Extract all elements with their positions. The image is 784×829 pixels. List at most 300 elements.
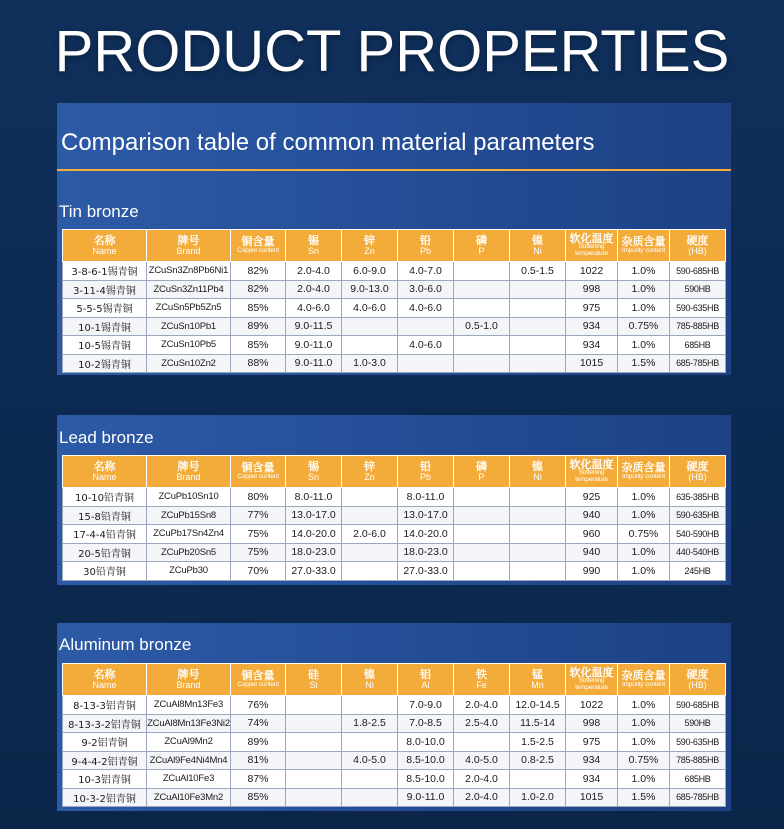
table-row xyxy=(63,354,726,373)
table-cell: 8.0-10.0 xyxy=(398,733,454,752)
table-cell: 9-2铝青铜 xyxy=(63,733,147,752)
table-cell: 1.0% xyxy=(618,543,670,562)
table-cell: ZCuPb15Sn8 xyxy=(147,506,231,525)
column-header xyxy=(286,456,342,488)
table-cell xyxy=(454,525,510,544)
table-cell: 10-3铝青铜 xyxy=(63,770,147,789)
column-header-zh: 铅 xyxy=(420,234,431,247)
column-header xyxy=(147,456,231,488)
table-cell: 8-13-3铝青铜 xyxy=(63,696,147,715)
table-cell xyxy=(342,317,398,336)
table-cell: 1.0-2.0 xyxy=(510,788,566,807)
table-cell: ZCuAl10Fe3 xyxy=(147,770,231,789)
table-cell: 14.0-20.0 xyxy=(398,525,454,544)
column-header xyxy=(63,664,147,696)
properties-table xyxy=(62,455,726,581)
column-header-en: Mn xyxy=(531,679,544,690)
column-header-zh: 牌号 xyxy=(177,460,200,473)
table-cell: 82% xyxy=(231,280,286,299)
column-header-zh: 铜含量 xyxy=(241,669,275,683)
column-header xyxy=(147,664,231,696)
table-cell: 13.0-17.0 xyxy=(286,506,342,525)
column-header-zh: 锰 xyxy=(532,668,543,681)
column-header-en: Brand xyxy=(176,245,201,256)
table-cell xyxy=(286,788,342,807)
column-header-zh: 磷 xyxy=(476,460,487,473)
table-cell: 10-3-2铝青铜 xyxy=(63,788,147,807)
table-cell: ZCuAl8Mn13Fe3 xyxy=(147,696,231,715)
table-cell: ZCuAl10Fe3Mn2 xyxy=(147,788,231,807)
column-header xyxy=(398,664,454,696)
table-cell: 10-2锡青铜 xyxy=(63,354,147,373)
table-cell: 85% xyxy=(231,299,286,318)
table-cell: 590-635HB xyxy=(670,506,726,525)
table-cell: 10-1锡青铜 xyxy=(63,317,147,336)
column-header-en: Impurity content xyxy=(621,472,666,480)
table-cell xyxy=(510,280,566,299)
table-cell xyxy=(342,336,398,355)
column-header xyxy=(618,664,670,696)
table-cell xyxy=(286,751,342,770)
table-cell: 590HB xyxy=(670,280,726,299)
table-cell: 1.0% xyxy=(618,733,670,752)
table-cell: 685HB xyxy=(670,336,726,355)
column-header xyxy=(618,456,670,488)
table-cell: 88% xyxy=(231,354,286,373)
column-header-en: Softening temperature xyxy=(575,469,608,484)
table-cell: 2.5-4.0 xyxy=(454,714,510,733)
table-cell xyxy=(454,262,510,281)
table-row xyxy=(63,262,726,281)
table-cell xyxy=(510,336,566,355)
table-cell xyxy=(510,506,566,525)
table-cell: 0.75% xyxy=(618,525,670,544)
table-cell: 1022 xyxy=(566,262,618,281)
column-header-en: Al xyxy=(421,679,430,690)
column-header-zh: 名称 xyxy=(93,460,116,473)
table-cell: 990 xyxy=(566,562,618,581)
table-cell: 18.0-23.0 xyxy=(286,543,342,562)
table-cell: 4.0-7.0 xyxy=(398,262,454,281)
table-row xyxy=(63,317,726,336)
column-header-zh: 牌号 xyxy=(177,668,200,681)
table-cell xyxy=(342,788,398,807)
column-header xyxy=(670,456,726,488)
table-cell: 9.0-11.0 xyxy=(286,336,342,355)
table-cell: 1.0% xyxy=(618,562,670,581)
table-cell: 785-885HB xyxy=(670,317,726,336)
table-cell: 1.0% xyxy=(618,506,670,525)
column-header xyxy=(566,456,618,488)
table-cell: ZCuSn3Zn8Pb6Ni1 xyxy=(147,262,231,281)
table-cell xyxy=(454,562,510,581)
column-header-zh: 硅 xyxy=(308,668,319,681)
table-cell: 685HB xyxy=(670,770,726,789)
column-header-en: Copper content xyxy=(237,246,279,254)
table-cell: 8.0-11.0 xyxy=(286,488,342,507)
column-header-en: (HB) xyxy=(688,679,707,690)
column-header xyxy=(147,230,231,262)
table-cell: 1.0% xyxy=(618,299,670,318)
table-cell: 14.0-20.0 xyxy=(286,525,342,544)
column-header-en: Pb xyxy=(419,245,431,256)
column-header xyxy=(510,230,566,262)
table-cell: 1.0% xyxy=(618,336,670,355)
section-lead-bronze xyxy=(57,415,731,585)
section-title: Tin bronze xyxy=(59,202,139,221)
table-cell: 245HB xyxy=(670,562,726,581)
column-header-zh: 镍 xyxy=(532,234,543,247)
table-cell: ZCuAl8Mn13Fe3Ni2 xyxy=(147,714,231,733)
column-header-zh: 硬度 xyxy=(686,234,709,247)
table-cell: 12.0-14.5 xyxy=(510,696,566,715)
table-cell: 4.0-5.0 xyxy=(454,751,510,770)
table-cell xyxy=(510,354,566,373)
table-cell: 1.0-3.0 xyxy=(342,354,398,373)
column-header xyxy=(286,230,342,262)
column-header-zh: 锡 xyxy=(308,234,319,247)
column-header xyxy=(286,664,342,696)
table-cell: ZCuSn10Zn2 xyxy=(147,354,231,373)
column-header-zh: 铁 xyxy=(476,668,487,681)
table-cell xyxy=(398,354,454,373)
column-header xyxy=(342,664,398,696)
table-cell: ZCuPb30 xyxy=(147,562,231,581)
column-header-zh: 锌 xyxy=(364,234,375,247)
table-cell: 15-8铅青铜 xyxy=(63,506,147,525)
column-header-zh: 名称 xyxy=(93,234,116,247)
column-header-zh: 杂质含量 xyxy=(621,461,666,475)
table-cell: 81% xyxy=(231,751,286,770)
column-header-en: P xyxy=(478,245,485,256)
table-cell xyxy=(286,733,342,752)
table-cell xyxy=(454,336,510,355)
table-cell: 975 xyxy=(566,299,618,318)
table-row xyxy=(63,788,726,807)
table-cell: 975 xyxy=(566,733,618,752)
column-header-zh: 名称 xyxy=(93,668,116,681)
table-cell: 635-385HB xyxy=(670,488,726,507)
table-cell: 998 xyxy=(566,280,618,299)
table-header-row xyxy=(63,456,726,488)
column-header xyxy=(510,456,566,488)
table-cell: 440-540HB xyxy=(670,543,726,562)
table-cell: 1015 xyxy=(566,788,618,807)
accent-divider xyxy=(57,169,731,171)
properties-table xyxy=(62,663,726,807)
page-title: PRODUCT PROPERTIES xyxy=(54,19,730,84)
table-cell: 1.0% xyxy=(618,714,670,733)
table-row xyxy=(63,299,726,318)
table-cell: 590-635HB xyxy=(670,299,726,318)
table-cell: 1.0% xyxy=(618,262,670,281)
column-header-zh: 锌 xyxy=(364,460,375,473)
table-cell: 0.5-1.0 xyxy=(454,317,510,336)
table-cell: 77% xyxy=(231,506,286,525)
column-header-en: Zn xyxy=(364,471,375,482)
table-cell: 1.5% xyxy=(618,354,670,373)
table-cell: 89% xyxy=(231,733,286,752)
table-cell: ZCuPb20Sn5 xyxy=(147,543,231,562)
table-cell: 590-635HB xyxy=(670,733,726,752)
table-cell: ZCuSn3Zn11Pb4 xyxy=(147,280,231,299)
column-header-en: Copper content xyxy=(237,472,279,480)
column-header-zh: 铜含量 xyxy=(241,235,275,249)
column-header xyxy=(398,456,454,488)
table-cell: 4.0-6.0 xyxy=(398,299,454,318)
column-header-en: Name xyxy=(92,245,117,256)
column-header-en: Ni xyxy=(365,679,374,690)
table-header-row xyxy=(63,664,726,696)
table-row xyxy=(63,336,726,355)
column-header-en: Sn xyxy=(307,471,319,482)
table-cell xyxy=(342,733,398,752)
section-tin-bronze xyxy=(57,191,731,375)
column-header-en: Si xyxy=(309,679,318,690)
table-cell xyxy=(510,299,566,318)
column-header xyxy=(454,230,510,262)
table-cell: 9-4-4-2铝青铜 xyxy=(63,751,147,770)
column-header-en: Ni xyxy=(533,245,542,256)
column-header-en: Name xyxy=(92,471,117,482)
table-cell: 27.0-33.0 xyxy=(398,562,454,581)
table-cell: 685-785HB xyxy=(670,354,726,373)
table-cell: 0.5-1.5 xyxy=(510,262,566,281)
column-header xyxy=(670,230,726,262)
table-cell: 75% xyxy=(231,525,286,544)
table-cell: 4.0-6.0 xyxy=(398,336,454,355)
table-cell: 8.5-10.0 xyxy=(398,751,454,770)
table-row xyxy=(63,525,726,544)
table-cell: 1.5-2.5 xyxy=(510,733,566,752)
table-cell: 3-11-4锡青铜 xyxy=(63,280,147,299)
table-cell: 75% xyxy=(231,543,286,562)
table-cell: ZCuSn10Pb1 xyxy=(147,317,231,336)
table-cell: 30铅青铜 xyxy=(63,562,147,581)
table-cell: 85% xyxy=(231,336,286,355)
table-cell: ZCuPb10Sn10 xyxy=(147,488,231,507)
column-header-en: Brand xyxy=(176,471,201,482)
table-cell xyxy=(286,770,342,789)
column-header xyxy=(342,230,398,262)
table-cell: 2.0-4.0 xyxy=(286,262,342,281)
table-cell: 2.0-4.0 xyxy=(454,696,510,715)
table-row xyxy=(63,696,726,715)
table-cell xyxy=(510,770,566,789)
table-cell: 74% xyxy=(231,714,286,733)
column-header-zh: 硬度 xyxy=(686,668,709,681)
column-header-en: (HB) xyxy=(688,245,707,256)
table-cell: 540-590HB xyxy=(670,525,726,544)
table-header-row xyxy=(63,230,726,262)
table-cell: 7.0-8.5 xyxy=(398,714,454,733)
column-header-zh: 软化温度 xyxy=(569,457,614,471)
column-header-en: Impurity content xyxy=(621,246,666,254)
column-header xyxy=(231,230,286,262)
table-cell: 87% xyxy=(231,770,286,789)
table-cell xyxy=(454,280,510,299)
table-cell: 76% xyxy=(231,696,286,715)
table-cell xyxy=(510,317,566,336)
table-cell: 925 xyxy=(566,488,618,507)
table-cell xyxy=(286,696,342,715)
table-row xyxy=(63,733,726,752)
column-header-en: Copper content xyxy=(237,680,279,688)
column-header-en: Softening temperature xyxy=(575,677,608,692)
table-cell xyxy=(286,714,342,733)
table-cell: 0.75% xyxy=(618,317,670,336)
column-header-en: Ni xyxy=(533,471,542,482)
table-cell xyxy=(454,299,510,318)
table-cell: 18.0-23.0 xyxy=(398,543,454,562)
section-title: Aluminum bronze xyxy=(59,635,192,654)
table-cell: 1.0% xyxy=(618,696,670,715)
table-cell: ZCuAl9Mn2 xyxy=(147,733,231,752)
table-cell: 9.0-13.0 xyxy=(342,280,398,299)
column-header-zh: 锡 xyxy=(308,460,319,473)
table-cell: 9.0-11.5 xyxy=(286,317,342,336)
table-cell xyxy=(454,733,510,752)
column-header-zh: 磷 xyxy=(476,234,487,247)
column-header-zh: 铅 xyxy=(420,460,431,473)
table-cell: 934 xyxy=(566,770,618,789)
table-cell xyxy=(510,562,566,581)
table-cell: 0.8-2.5 xyxy=(510,751,566,770)
column-header xyxy=(566,230,618,262)
table-cell xyxy=(342,506,398,525)
table-cell: 1015 xyxy=(566,354,618,373)
column-header-en: Pb xyxy=(419,471,431,482)
table-cell: 2.0-4.0 xyxy=(454,770,510,789)
table-cell xyxy=(342,696,398,715)
table-row xyxy=(63,751,726,770)
table-cell: 940 xyxy=(566,543,618,562)
table-cell xyxy=(454,354,510,373)
column-header xyxy=(670,664,726,696)
table-cell: 70% xyxy=(231,562,286,581)
table-cell xyxy=(454,488,510,507)
column-header xyxy=(454,456,510,488)
table-cell: 960 xyxy=(566,525,618,544)
table-cell: 10-10铅青铜 xyxy=(63,488,147,507)
column-header-zh: 镍 xyxy=(364,668,375,681)
table-cell: 1.0% xyxy=(618,488,670,507)
table-cell: 685-785HB xyxy=(670,788,726,807)
subtitle-banner xyxy=(57,103,731,191)
table-cell xyxy=(510,543,566,562)
table-cell xyxy=(398,317,454,336)
table-cell: 1022 xyxy=(566,696,618,715)
table-cell: 8.0-11.0 xyxy=(398,488,454,507)
table-cell: ZCuPb17Sn4Zn4 xyxy=(147,525,231,544)
table-cell: 9.0-11.0 xyxy=(398,788,454,807)
table-cell: 998 xyxy=(566,714,618,733)
table-cell xyxy=(342,488,398,507)
properties-table xyxy=(62,229,726,373)
table-cell: 4.0-6.0 xyxy=(342,299,398,318)
column-header xyxy=(510,664,566,696)
table-cell: 17-4-4铅青铜 xyxy=(63,525,147,544)
table-cell: 590-685HB xyxy=(670,262,726,281)
table-cell xyxy=(454,543,510,562)
column-header-en: Impurity content xyxy=(621,680,666,688)
table-cell: ZCuSn10Pb5 xyxy=(147,336,231,355)
table-row xyxy=(63,714,726,733)
table-cell: 0.75% xyxy=(618,751,670,770)
table-cell: 27.0-33.0 xyxy=(286,562,342,581)
table-cell: 80% xyxy=(231,488,286,507)
column-header xyxy=(231,456,286,488)
table-cell: 785-885HB xyxy=(670,751,726,770)
table-cell: 1.5% xyxy=(618,788,670,807)
column-header xyxy=(454,664,510,696)
table-cell: 934 xyxy=(566,336,618,355)
table-cell xyxy=(454,506,510,525)
section-aluminum-bronze xyxy=(57,623,731,811)
column-header-en: P xyxy=(478,471,485,482)
table-cell: ZCuAl9Fe4Ni4Mn4 xyxy=(147,751,231,770)
table-cell: 590-685HB xyxy=(670,696,726,715)
column-header xyxy=(231,664,286,696)
column-header-en: Brand xyxy=(176,679,201,690)
column-header-zh: 镍 xyxy=(532,460,543,473)
column-header xyxy=(342,456,398,488)
table-cell: 2.0-4.0 xyxy=(454,788,510,807)
table-cell: 82% xyxy=(231,262,286,281)
table-cell: 7.0-9.0 xyxy=(398,696,454,715)
table-cell: 1.0% xyxy=(618,770,670,789)
table-cell: 8.5-10.0 xyxy=(398,770,454,789)
section-title: Lead bronze xyxy=(59,428,154,447)
column-header-en: Softening temperature xyxy=(575,243,608,258)
table-cell: 85% xyxy=(231,788,286,807)
table-cell: 3.0-6.0 xyxy=(398,280,454,299)
table-cell: 934 xyxy=(566,751,618,770)
column-header-en: Name xyxy=(92,679,117,690)
table-cell: 940 xyxy=(566,506,618,525)
column-header-zh: 铝 xyxy=(420,668,431,681)
table-row xyxy=(63,488,726,507)
column-header-zh: 铜含量 xyxy=(241,461,275,475)
subtitle: Comparison table of common material parameters xyxy=(61,129,595,156)
table-cell: 8-13-3-2铝青铜 xyxy=(63,714,147,733)
table-cell: 6.0-9.0 xyxy=(342,262,398,281)
table-cell: 590HB xyxy=(670,714,726,733)
column-header-zh: 软化温度 xyxy=(569,231,614,245)
column-header-zh: 杂质含量 xyxy=(621,235,666,249)
column-header xyxy=(566,664,618,696)
table-cell: 2.0-6.0 xyxy=(342,525,398,544)
table-row xyxy=(63,562,726,581)
table-cell: 4.0-6.0 xyxy=(286,299,342,318)
table-cell: 1.0% xyxy=(618,280,670,299)
table-cell xyxy=(342,562,398,581)
table-cell xyxy=(510,488,566,507)
column-header-en: Fe xyxy=(476,679,487,690)
table-row xyxy=(63,506,726,525)
table-cell: 2.0-4.0 xyxy=(286,280,342,299)
table-cell: 20-5铅青铜 xyxy=(63,543,147,562)
column-header xyxy=(63,230,147,262)
table-cell: 13.0-17.0 xyxy=(398,506,454,525)
table-cell: 934 xyxy=(566,317,618,336)
table-cell: 4.0-5.0 xyxy=(342,751,398,770)
table-cell: 5-5-5锡青铜 xyxy=(63,299,147,318)
table-cell: 89% xyxy=(231,317,286,336)
column-header-zh: 牌号 xyxy=(177,234,200,247)
column-header-zh: 软化温度 xyxy=(569,665,614,679)
column-header-en: Zn xyxy=(364,245,375,256)
